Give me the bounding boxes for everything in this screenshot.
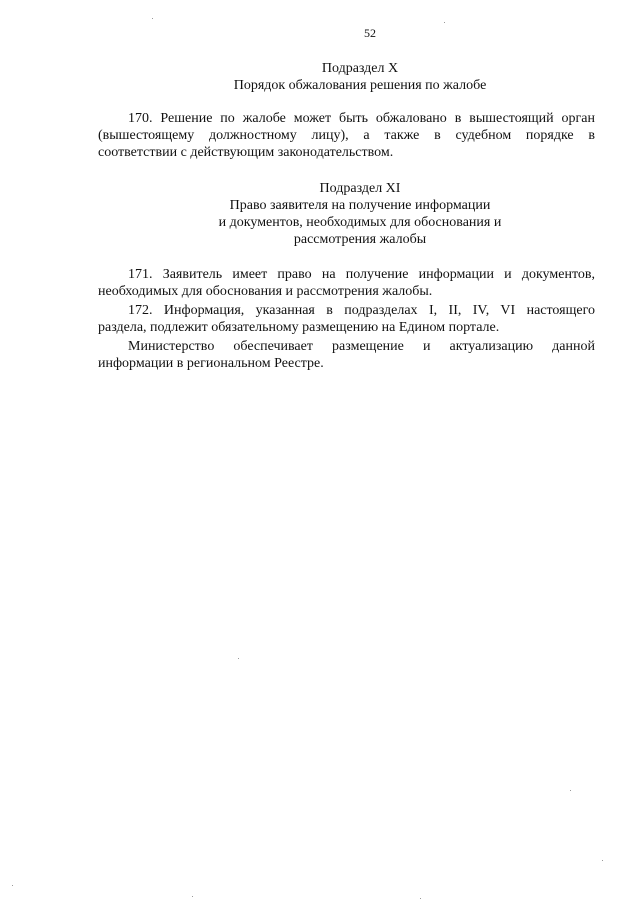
scan-speck xyxy=(152,18,153,19)
subsection-xi-line-1: Право заявителя на получение информации xyxy=(229,198,491,213)
paragraph-170 xyxy=(98,110,595,161)
scan-speck xyxy=(192,896,193,897)
scan-speck xyxy=(570,790,571,791)
paragraph-172 xyxy=(98,302,595,336)
scan-speck xyxy=(238,658,239,659)
page-number: 52 xyxy=(364,26,376,40)
paragraph-171-line-1: 171. Заявитель имеет право на получение информации и документов, xyxy=(128,267,595,282)
subsection-xi-line-3: рассмотрения жалобы xyxy=(293,232,427,247)
paragraph-170-line-2: (вышестоящему должностному лицу), а также в судебном порядке в xyxy=(98,128,595,143)
subsection-x-title: Подраздел X xyxy=(321,61,399,76)
subsection-xi-line-2: и документов, необходимых для обоснования и xyxy=(218,215,502,230)
subsection-x-subtitle: Порядок обжалования решения по жалобе xyxy=(233,78,487,93)
paragraph-171-line-2: необходимых для обоснования и рассмотрения жалобы. xyxy=(98,284,433,299)
paragraph-ministry-line-2: информации в региональном Реестре. xyxy=(98,356,324,371)
paragraph-172-line-2: раздела, подлежит обязательному размещению на Едином портале. xyxy=(98,320,500,335)
paragraph-170-line-1: 170. Решение по жалобе может быть обжаловано в вышестоящий орган xyxy=(128,111,595,126)
paragraph-ministry-line-1: Министерство обеспечивает размещение и актуализацию данной xyxy=(128,339,595,354)
scan-speck xyxy=(12,885,13,886)
scan-speck xyxy=(602,860,603,861)
subsection-x-heading xyxy=(0,60,640,94)
subsection-xi-title: Подраздел XI xyxy=(319,181,401,196)
paragraph-170-line-3: соответствии с действующим законодательством. xyxy=(98,145,394,160)
paragraph-172-line-1: 172. Информация, указанная в подразделах I, II, IV, VI настоящего xyxy=(128,303,595,318)
scan-speck xyxy=(420,898,421,899)
scan-speck xyxy=(444,22,445,23)
paragraph-ministry xyxy=(98,338,595,372)
paragraph-171 xyxy=(98,266,595,300)
subsection-xi-heading xyxy=(0,180,640,248)
